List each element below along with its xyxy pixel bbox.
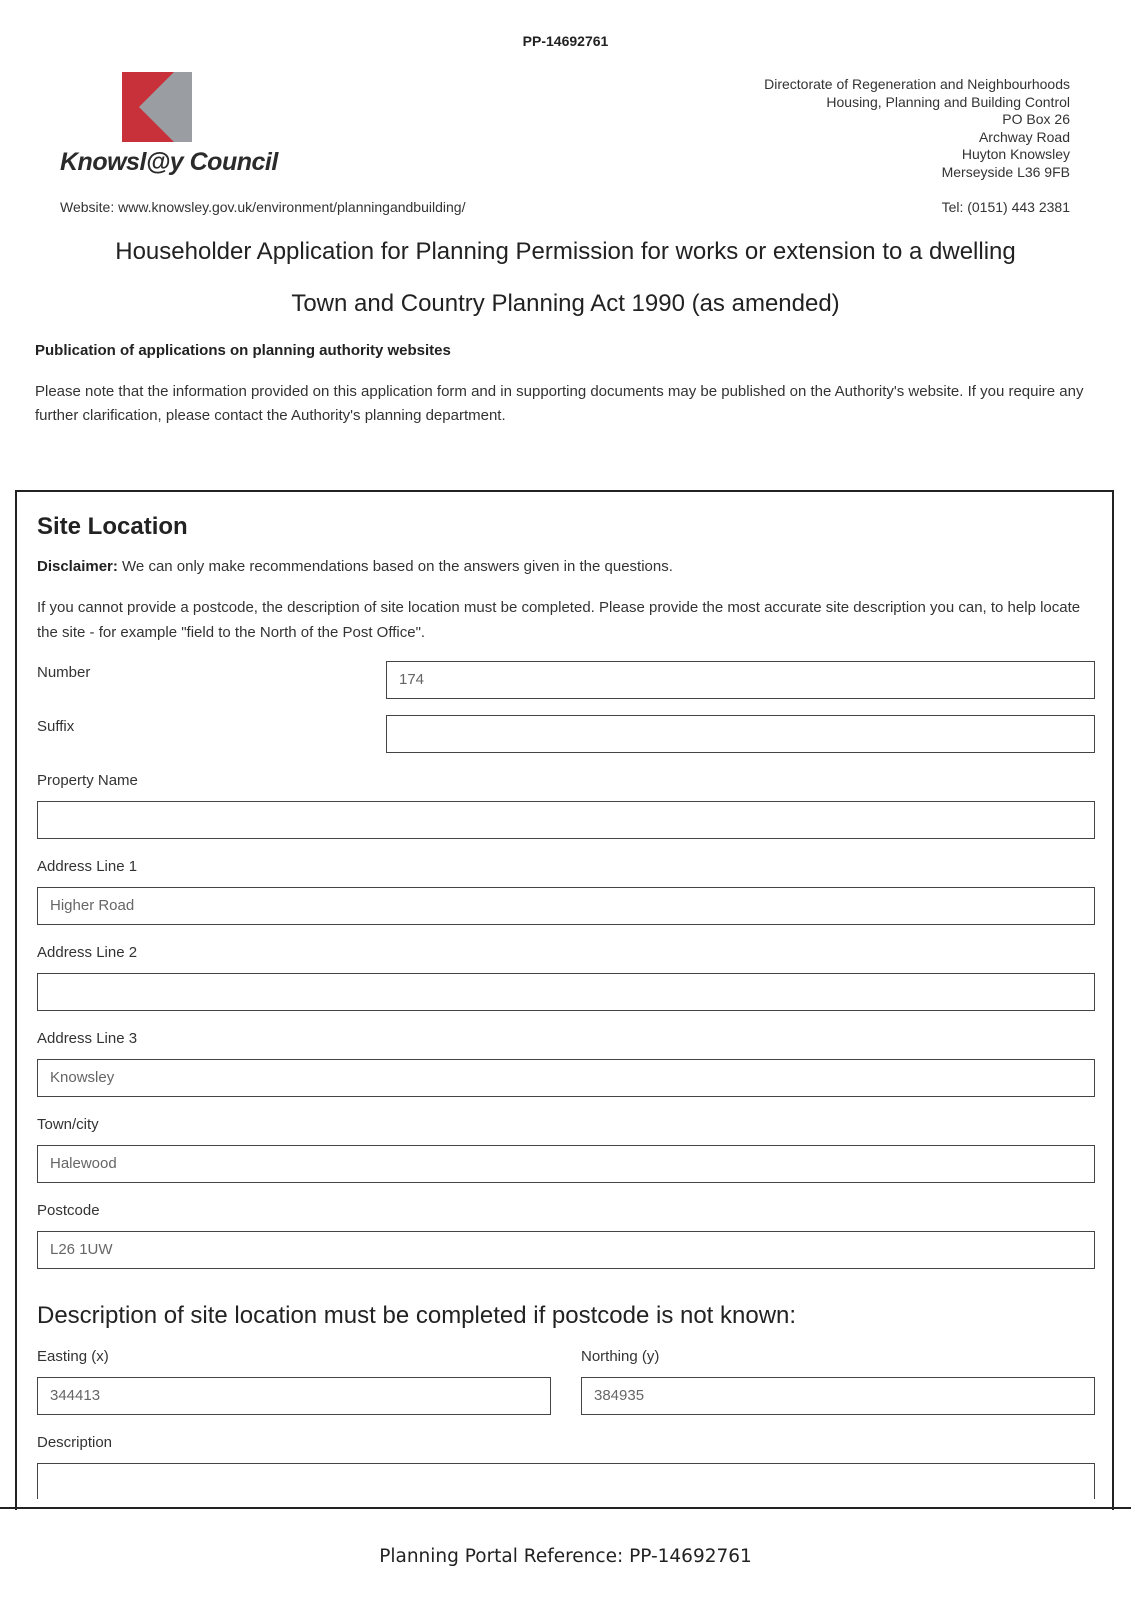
council-logo-text: Knowsl@y Council — [60, 148, 278, 176]
council-address — [764, 76, 1070, 182]
suffix-label: Suffix — [37, 718, 75, 735]
address-line: Archway Road — [978, 128, 1070, 145]
address-line-3-field[interactable]: Knowsley — [37, 1059, 1095, 1097]
number-field[interactable]: 174 — [386, 661, 1095, 699]
description-field[interactable] — [37, 1463, 1095, 1499]
postcode-field[interactable]: L26 1UW — [37, 1231, 1095, 1269]
address-line: Merseyside L36 9FB — [941, 163, 1070, 180]
address-line-1-label: Address Line 1 — [37, 858, 138, 875]
description-label: Description — [37, 1434, 113, 1451]
postcode-label: Postcode — [37, 1202, 100, 1219]
description-heading: Description of site location must be completed if postcode is not known: — [37, 1302, 797, 1329]
form-subtitle: Town and Country Planning Act 1990 (as amended) — [291, 290, 840, 317]
footer-divider — [0, 1507, 1131, 1509]
address-line: Directorate of Regeneration and Neighbourhoods — [764, 76, 1070, 92]
publication-notice: Please note that the information provided on this application form and in supporting documents may be published on the Authority's website. If you require any further clarification, please contact the Authority's planning department. — [35, 383, 1084, 424]
disclaimer-text: We can only make recommendations based on the answers given in the questions. — [117, 558, 673, 575]
section-title: Site Location — [37, 513, 188, 540]
council-logo — [60, 72, 278, 182]
address-line-3-label: Address Line 3 — [37, 1030, 138, 1047]
northing-field[interactable]: 384935 — [581, 1377, 1095, 1415]
suffix-field[interactable] — [386, 715, 1095, 753]
form-title: Householder Application for Planning Permission for works or extension to a dwelling — [115, 238, 1016, 265]
property-name-field[interactable] — [37, 801, 1095, 839]
site-location-help-text: If you cannot provide a postcode, the description of site location must be completed. Please provide the most accurate site description you can, to help locate the site - for example "field to the North of the Post Office". — [37, 599, 1081, 641]
address-line-1-field[interactable]: Higher Road — [37, 887, 1095, 925]
address-line: Huyton Knowsley — [961, 146, 1070, 163]
disclaimer-label: Disclaimer: — [37, 558, 118, 575]
easting-field[interactable]: 344413 — [37, 1377, 551, 1415]
town-city-field[interactable]: Halewood — [37, 1145, 1095, 1183]
address-line-2-field[interactable] — [37, 973, 1095, 1011]
footer-reference: Planning Portal Reference: PP-14692761 — [379, 1546, 752, 1567]
number-label: Number — [37, 664, 91, 681]
address-line: PO Box 26 — [1002, 111, 1070, 128]
disclaimer — [37, 558, 673, 575]
address-line-2-label: Address Line 2 — [37, 944, 138, 961]
town-city-label: Town/city — [37, 1116, 99, 1133]
reference-number-header: PP-14692761 — [522, 33, 609, 49]
publication-heading: Publication of applications on planning authority websites — [35, 342, 451, 359]
easting-label: Easting (x) — [37, 1348, 109, 1365]
northing-label: Northing (y) — [581, 1348, 660, 1365]
property-name-label: Property Name — [37, 772, 138, 789]
telephone-text: Tel: (0151) 443 2381 — [941, 199, 1070, 215]
address-line: Housing, Planning and Building Control — [826, 93, 1070, 110]
council-logo-mark-icon — [122, 72, 192, 142]
website-text: Website: www.knowsley.gov.uk/environment/planningandbuilding/ — [60, 199, 466, 215]
